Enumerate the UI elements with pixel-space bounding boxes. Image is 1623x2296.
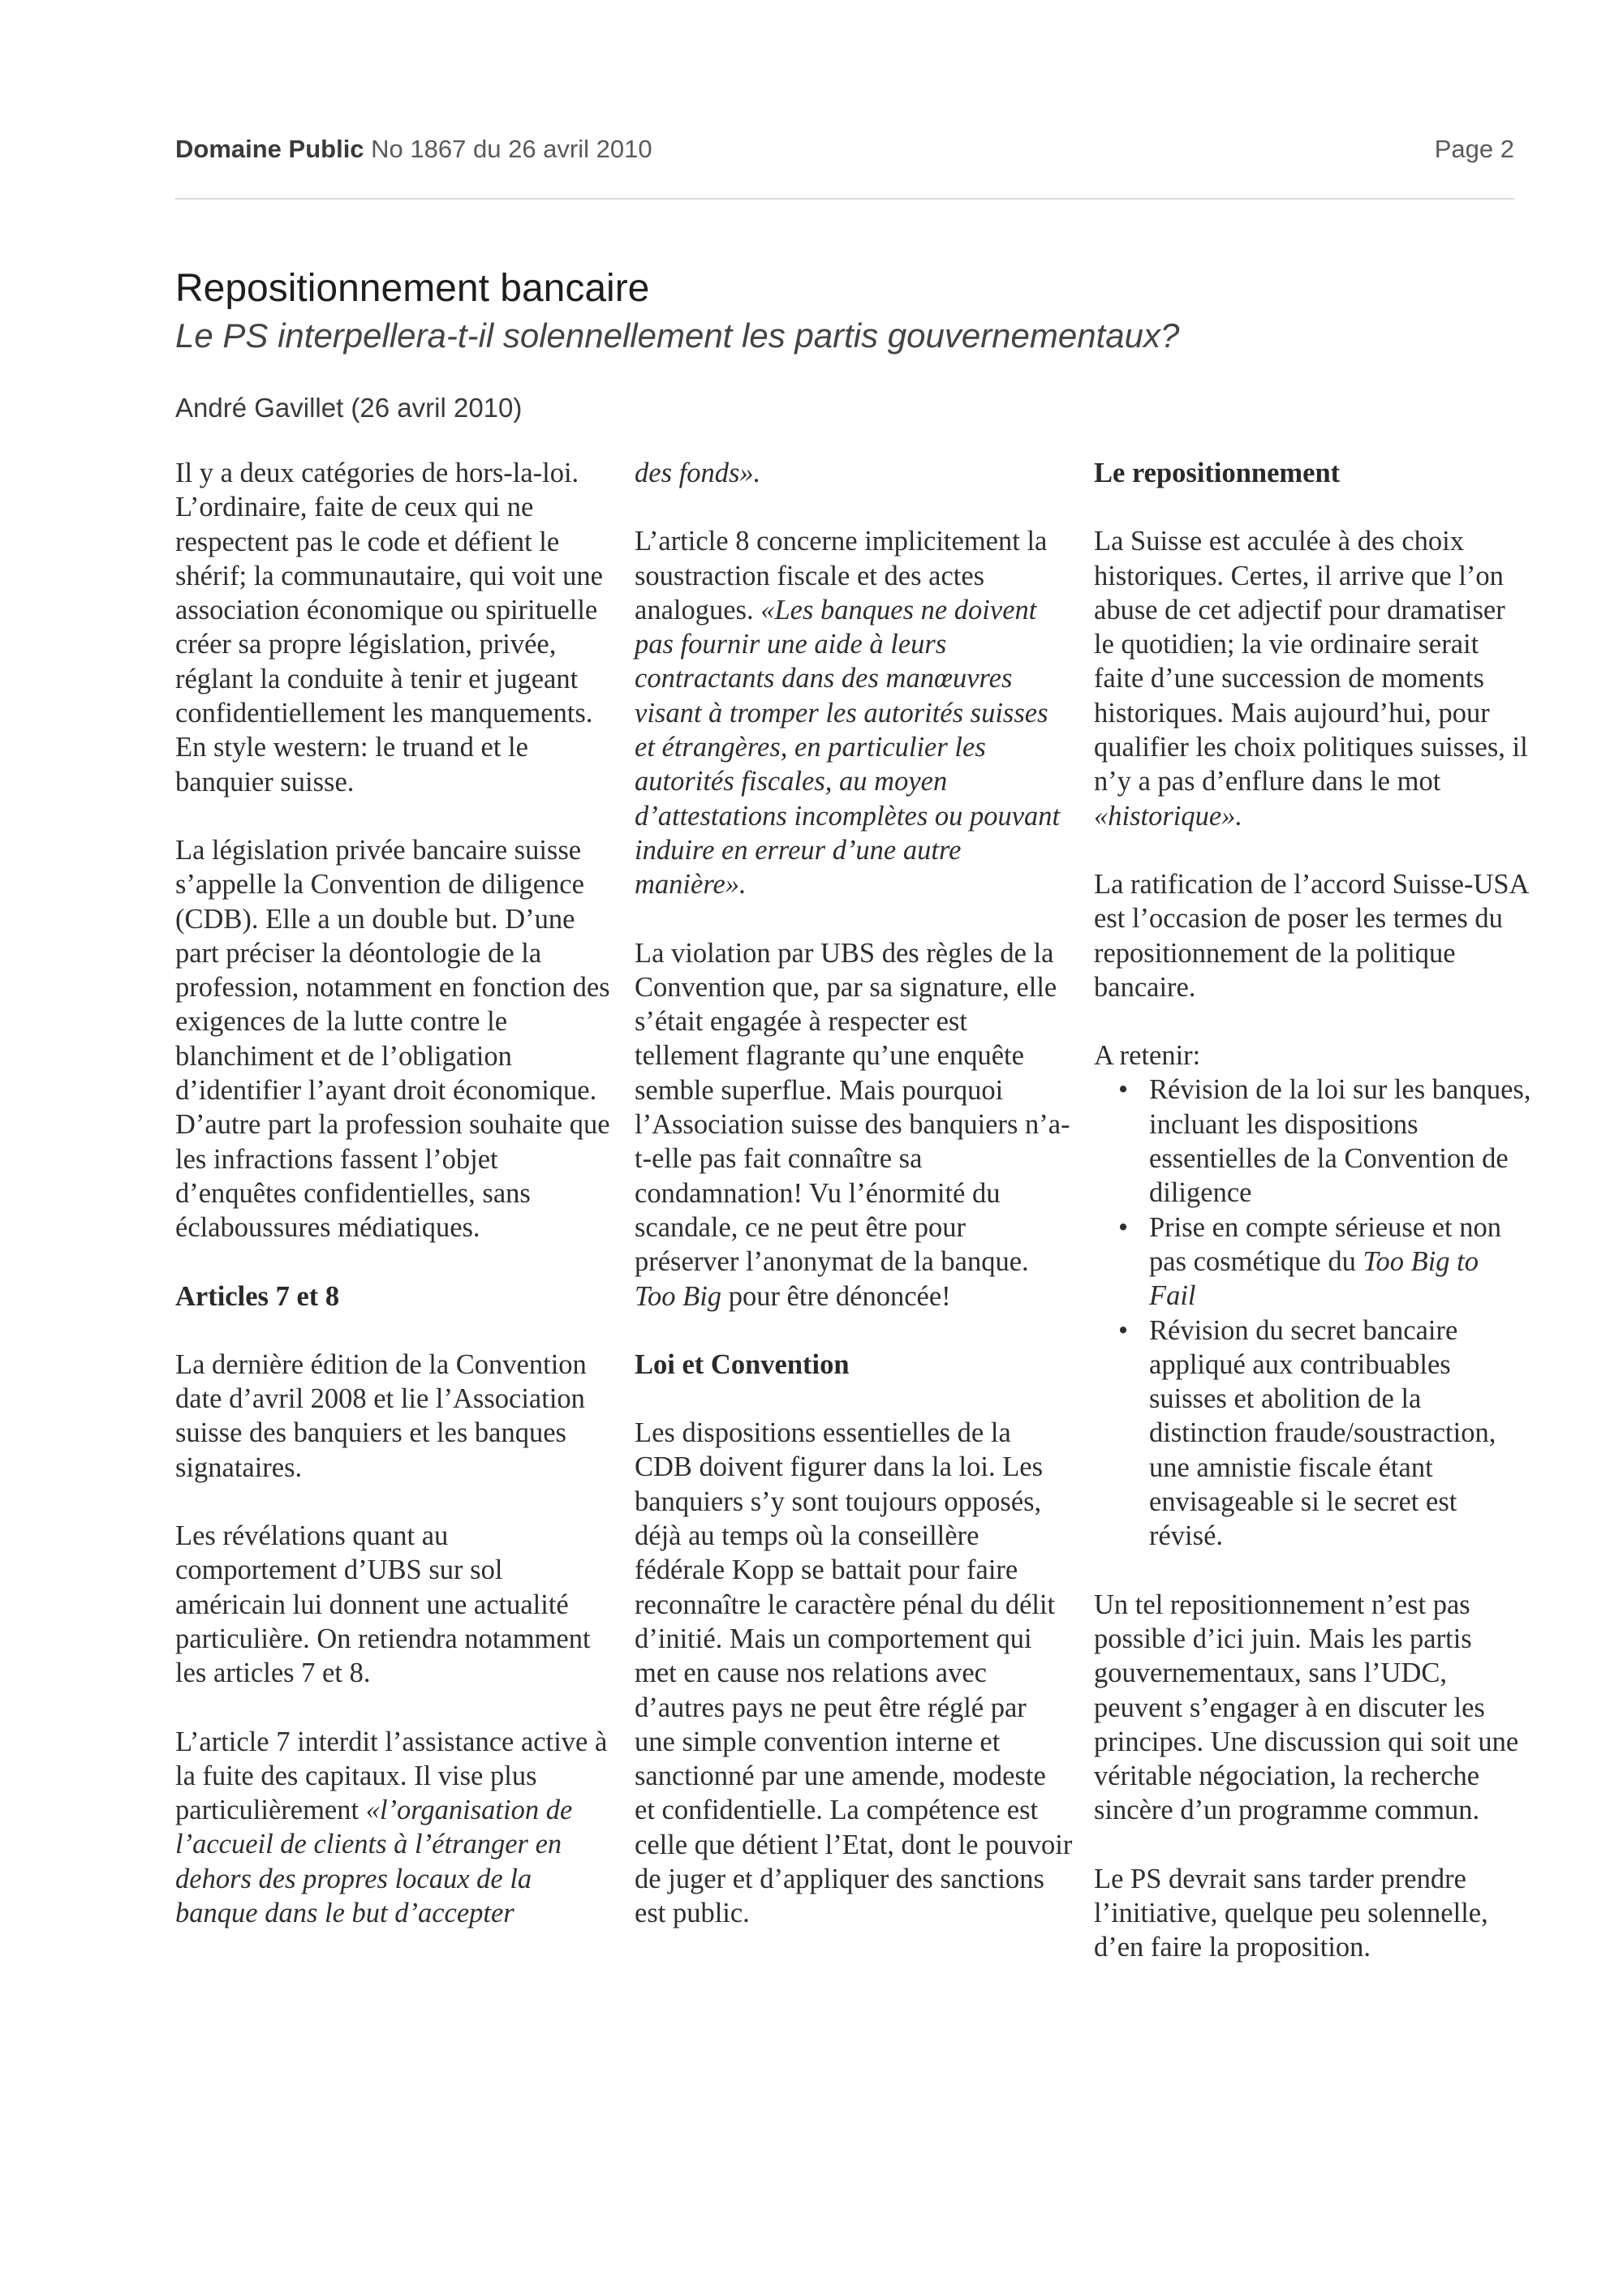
italic-text: Too Big to Fail [1149,1245,1479,1312]
list-item: • Révision de la loi sur les banques, incluant les dispositions essentielles de la Convention de diligence [1149,1073,1532,1210]
issue-info: No 1867 du 26 avril 2010 [371,135,652,163]
column-2 [635,456,1073,1965]
quote-text: des fonds». [635,458,761,488]
paragraph-text: L’article 7 interdit l’assistance active à la fuite des capitaux. Il vise plus particulièrement [175,1726,608,1826]
paragraph: La dernière édition de la Convention date d’avril 2008 et lie l’Association suisse des banquiers et les banques signataires. [175,1348,587,1483]
list-item [1149,1210,1532,1314]
article-subtitle: Le PS interpellera-t-il solennellement les partis gouvernementaux? [175,316,1180,355]
page-number: Page 2 [1434,135,1514,163]
header-divider [175,198,1514,200]
paragraph [175,1725,613,1931]
paragraph: Les dispositions essentielles de la CDB doivent figurer dans la loi. Les banquiers s’y sont toujours opposés, déjà au temps où la conseillère fédérale Kopp se battait pour faire reconnaître le caractère pénal du délit d’initié. Mais un comportement qui met en cause nos relations avec d’autres pays ne peut être réglé par une simple convention interne et sanctionné par une amende, modeste et confidentielle. La compétence est celle que détient l’Etat, dont le pouvoir de juger et d’appliquer des sanctions est public. [635,1417,1073,1929]
quote-text: «l’organisation de l’accueil de clients à l’étranger en dehors des propres locaux de la banque dans le but d’accepter [175,1795,573,1928]
paragraph [635,524,1073,901]
article-title: Repositionnement bancaire [175,267,650,310]
article-author: André Gavillet (26 avril 2010) [175,393,523,423]
paragraph: La législation privée bancaire suisse s’appelle la Convention de diligence (CDB). Elle a un double but. D’une part préciser la déontologie de la profession, notamment en fonction des exigences de la lutte contre le blanchiment et de l’obligation d’identifier l’ayant droit économique. D’autre part la profession souhaite que les infractions fassent l’objet d’enquêtes confidentielles, sans éclaboussures médiatiques. [175,834,610,1244]
italic-text: Too Big [635,1280,722,1312]
quote-text: «historique». [1094,800,1243,832]
paragraph [1094,524,1532,833]
paragraph: Il y a deux catégories de hors-la-loi. L’ordinaire, faite de ceux qui ne respectent pas le code et défient le shérif; la communautaire, qui voit une association économique ou spirituelle créer sa propre législation, privée, réglant la conduite à tenir et jugeant confidentiellement les manquements. En style western: le truand et le banquier suisse. [175,458,603,798]
list-intro: A retenir: [1094,1040,1201,1072]
column-3 [1094,456,1532,1999]
paragraph: Un tel repositionnement n’est pas possible d’ici juin. Mais les partis gouvernementaux, sans l’UDC, peuvent s’engager à en discuter les principes. Une discussion qui soit une véritable négociation, la recherche sincère d’un programme commun. [1094,1589,1519,1826]
list-item: • Révision du secret bancaire appliqué aux contribuables suisses et abolition de la distinction fraude/soustraction, une amnistie fiscale étant envisageable si le secret est révisé. [1149,1314,1532,1554]
paragraph-text: La violation par UBS des règles de la Convention que, par sa signature, elle s’était engagée à respecter est tellement flagrante qu’une enquête semble superflue. Mais pourquoi l’Association suisse des banquiers n’a-t-elle pas fait connaître sa condamnation! Vu l’énormité du scandale, ce ne peut être pour préserver l’anonymat de la banque. [635,937,1070,1278]
paragraph-text: La Suisse est acculée à des choix historiques. Certes, il arrive que l’on abuse de cet adjectif pour dramatiser le quotidien; la vie ordinaire serait faite d’une succession de moments historiques. Mais aujourd’hui, pour qualifier les choix politiques suisses, il n’y a pas d’enflure dans le mot [1094,526,1528,798]
paragraph [635,936,1073,1314]
section-heading: Loi et Convention [635,1348,850,1380]
bullet-list [1094,1073,1532,1553]
paragraph-text: pour être dénoncée! [728,1280,951,1312]
paragraph: La ratification de l’accord Suisse-USA est l’occasion de poser les termes du repositionnement de la politique bancaire. [1094,868,1528,1003]
section-heading: Articles 7 et 8 [175,1280,340,1312]
column-1 [175,456,613,1964]
section-heading: Le repositionnement [1094,458,1341,488]
list-item-text: Prise en compte sérieuse et non pas cosmétique du [1149,1211,1501,1277]
quote-text: «Les banques ne doivent pas fournir une aide à leurs contractants dans des manœuvres visant à tromper les autorités suisses et étrangères, en particulier les autorités fiscales, au moyen d’attestations incomplètes ou pouvant induire en erreur d’une autre manière». [635,594,1061,901]
publication-name: Domaine Public [175,135,364,163]
page-header [175,135,1514,164]
paragraph: Le PS devrait sans tarder prendre l’initiative, quelque peu solennelle, d’en faire la proposition. [1094,1863,1488,1963]
paragraph-text: L’article 8 concerne implicitement la soustraction fiscale et des actes analogues. [635,526,1048,626]
paragraph: Les révélations quant au comportement d’UBS sur sol américain lui donnent une actualité particulière. On retiendra notamment les articles 7 et 8. [175,1520,591,1689]
